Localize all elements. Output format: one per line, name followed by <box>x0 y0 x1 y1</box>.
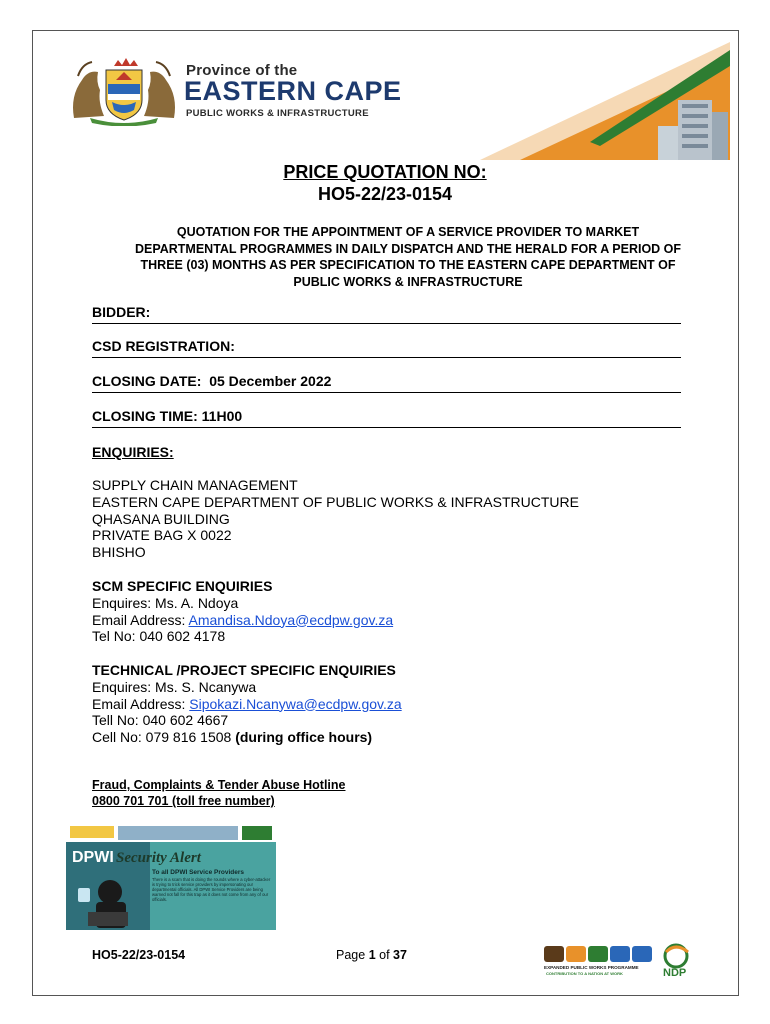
epwp-line-1: EXPANDED PUBLIC WORKS PROGRAMME <box>544 965 639 970</box>
closing-time-value: 11H00 <box>201 408 243 424</box>
address-line: SUPPLY CHAIN MANAGEMENT <box>92 477 298 493</box>
title-line-1: PRICE QUOTATION NO: <box>283 162 487 182</box>
department-logo <box>68 56 413 126</box>
address-line: PRIVATE BAG X 0022 <box>92 527 232 544</box>
technical-email-label: Email Address: <box>92 695 186 712</box>
closing-date-value: 05 December 2022 <box>209 373 332 389</box>
ndp-label: NDP <box>663 967 687 979</box>
epwp-ndp-logos <box>542 940 692 980</box>
technical-cell: Cell No: 079 816 1508 <box>92 729 232 746</box>
address-line: BHISHO <box>92 544 146 561</box>
title-line-2: HO5-22/23-0154 <box>317 184 453 204</box>
technical-contact: Enquires: Ms. S. Ncanywa <box>92 678 257 695</box>
page-number <box>336 948 407 962</box>
csd-registration-label: CSD REGISTRATION: <box>92 338 235 354</box>
page-total: 37 <box>393 948 407 962</box>
department-name: PUBLIC WORKS & INFRASTRUCTURE <box>186 108 369 119</box>
address-line: EASTERN CAPE DEPARTMENT OF PUBLIC WORKS & INFRASTRUCTURE <box>92 493 579 510</box>
technical-email-link[interactable]: Sipokazi.Ncanywa@ecdpw.gov.za <box>189 695 402 712</box>
security-alert-banner <box>66 822 276 938</box>
footer-document-code: HO5-22/23-0154 <box>92 948 186 962</box>
bidder-label: BIDDER: <box>92 304 151 320</box>
address-line: QHASANA BUILDING <box>92 510 230 527</box>
coat-of-arms-icon <box>68 56 180 126</box>
enquiries-heading: ENQUIRIES: <box>92 444 174 460</box>
closing-date-field <box>92 373 681 393</box>
hotline-number: 0800 701 701 (toll free number) <box>92 794 275 808</box>
page-label: Page <box>336 948 366 962</box>
epwp-line-2: CONTRIBUTION TO A NATION AT WORK <box>546 971 623 976</box>
scm-email-link[interactable]: Amandisa.Ndoya@ecdpw.gov.za <box>188 611 394 628</box>
technical-cell-line <box>92 729 402 746</box>
csd-registration-field <box>92 338 681 358</box>
technical-enquiries-title: TECHNICAL /PROJECT SPECIFIC ENQUIRIES <box>92 662 396 678</box>
alert-headline: Security Alert <box>116 850 201 866</box>
alert-body: There is a scam that is doing the rounds where a cyber-attacker is trying to trick service providers by impersonating our departmental officials. All DPWI Service Providers are being warned not fall for this trap as it does not come from any of our officials. <box>152 877 271 902</box>
quotation-description: QUOTATION FOR THE APPOINTMENT OF A SERVICE PROVIDER TO MARKET DEPARTMENTAL PROGRAMMES IN DAILY DISPATCH AND THE HERALD FOR A PERIOD OF THREE (03) MONTHS AS PER SPECIFICATION TO THE EASTERN CAPE DEPARTMENT OF PUBLIC WORKS & INFRASTRUCTURE <box>134 225 682 289</box>
closing-time-label: CLOSING TIME: <box>92 408 198 424</box>
technical-email-line <box>92 696 402 713</box>
scm-enquiries-section <box>92 578 393 645</box>
header-building-graphic <box>480 42 730 160</box>
technical-tel: Tell No: 040 602 4667 <box>92 712 229 729</box>
bidder-field <box>92 304 681 324</box>
address-block <box>92 477 579 561</box>
hotline-title: Fraud, Complaints & Tender Abuse Hotline <box>92 778 346 792</box>
scm-contact: Enquires: Ms. A. Ndoya <box>92 594 239 611</box>
province-line: Province of the <box>186 62 298 79</box>
scm-tel: Tel No: 040 602 4178 <box>92 628 226 645</box>
page-current: 1 <box>368 948 376 962</box>
alert-brand: DPWI <box>72 849 114 866</box>
scm-enquiries-title: SCM SPECIFIC ENQUIRIES <box>92 578 273 594</box>
technical-enquiries-section <box>92 662 402 746</box>
scm-email-line <box>92 612 393 629</box>
technical-cell-note: (during office hours) <box>235 729 373 746</box>
closing-date-label: CLOSING DATE: <box>92 373 202 389</box>
scm-email-label: Email Address: <box>92 611 186 628</box>
quotation-title <box>92 162 678 205</box>
fraud-hotline <box>92 777 346 809</box>
province-name: EASTERN CAPE <box>184 76 402 106</box>
closing-time-field <box>92 408 681 428</box>
page-of: of <box>379 948 390 962</box>
alert-subhead: To all DPWI Service Providers <box>152 869 244 876</box>
